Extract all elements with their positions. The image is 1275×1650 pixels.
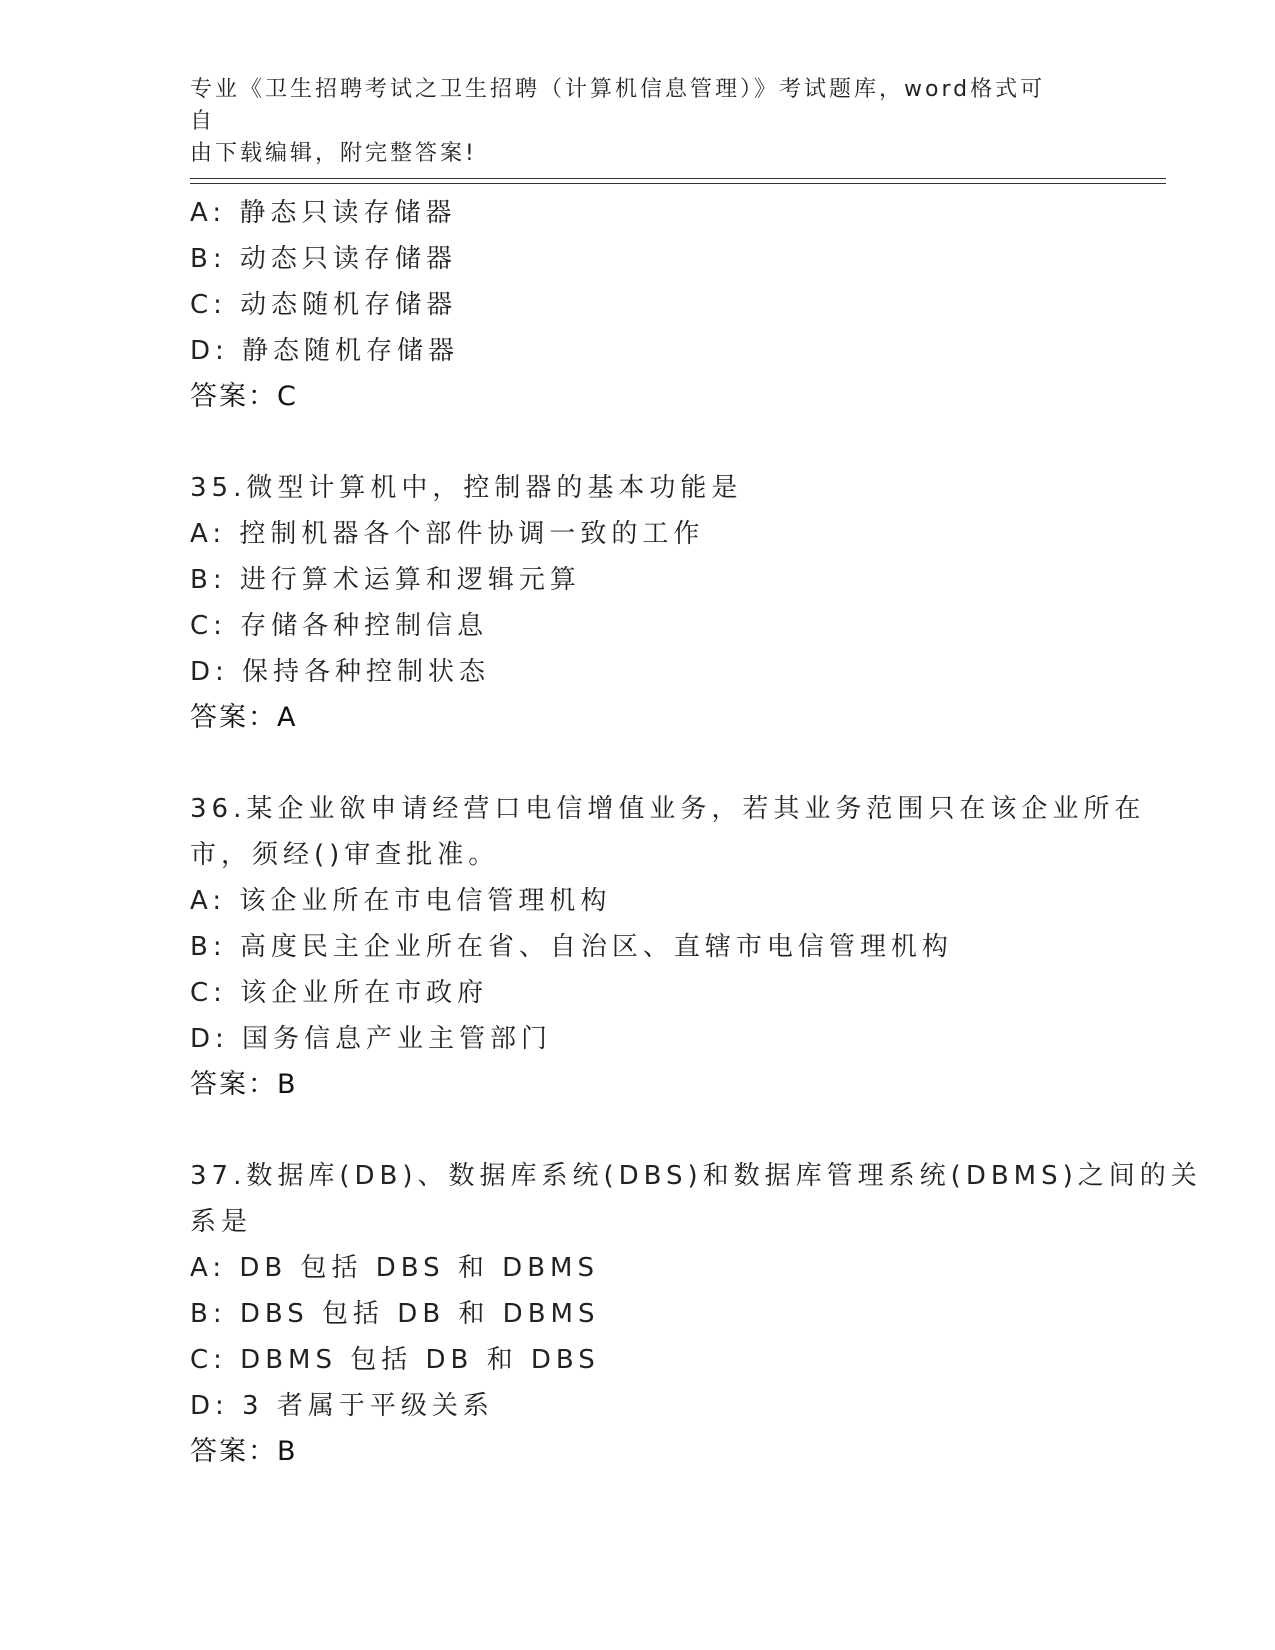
option-d: D: 保持各种控制状态 xyxy=(190,657,491,687)
question-36 xyxy=(190,786,1146,1108)
question-34 xyxy=(190,190,1090,420)
option-b: B: 动态只读存储器 xyxy=(190,244,457,274)
option-a: A: 静态只读存储器 xyxy=(190,198,457,228)
document-header xyxy=(190,74,1070,170)
option-a: A: DB 包括 DBS 和 DBMS xyxy=(190,1253,599,1283)
option-a: A: 控制机器各个部件协调一致的工作 xyxy=(190,519,705,549)
question-stem-cont: 市，须经()审查批准。 xyxy=(190,840,500,870)
answer: 答案：B xyxy=(190,1069,298,1100)
question-35 xyxy=(190,465,1090,741)
question-stem: 37.数据库(DB)、数据库系统(DBS)和数据库管理系统(DBMS)之间的关 xyxy=(190,1161,1202,1191)
option-b: B: DBS 包括 DB 和 DBMS xyxy=(190,1299,600,1329)
option-c: C: 存储各种控制信息 xyxy=(190,611,489,641)
header-line-2: 由下载编辑，附完整答案! xyxy=(190,141,477,166)
question-stem-cont: 系是 xyxy=(190,1207,253,1237)
option-b: B: 高度民主企业所在省、自治区、直辖市电信管理机构 xyxy=(190,932,953,962)
option-c: C: 该企业所在市政府 xyxy=(190,978,489,1008)
question-stem: 36.某企业欲申请经营口电信增值业务，若其业务范围只在该企业所在 xyxy=(190,794,1146,824)
answer: 答案：C xyxy=(190,381,298,412)
question-37 xyxy=(190,1153,1202,1475)
answer: 答案：A xyxy=(190,702,298,733)
spacer xyxy=(190,1108,1090,1153)
question-list xyxy=(190,190,1202,1475)
header-line-1: 专业《卫生招聘考试之卫生招聘（计算机信息管理）》考试题库，word格式可自 xyxy=(190,77,1046,134)
header-divider-top xyxy=(190,178,1166,179)
question-stem: 35.微型计算机中，控制器的基本功能是 xyxy=(190,473,743,503)
option-a: A: 该企业所在市电信管理机构 xyxy=(190,886,612,916)
answer: 答案：B xyxy=(190,1436,298,1467)
header-divider-bottom xyxy=(190,183,1166,184)
option-c: C: 动态随机存储器 xyxy=(190,290,458,320)
option-d: D: 国务信息产业主管部门 xyxy=(190,1024,553,1054)
spacer xyxy=(190,741,1090,786)
option-d: D: 3 者属于平级关系 xyxy=(190,1391,494,1421)
spacer xyxy=(190,420,1090,465)
option-b: B: 进行算术运算和逻辑元算 xyxy=(190,565,581,595)
option-c: C: DBMS 包括 DB 和 DBS xyxy=(190,1345,600,1375)
option-d: D: 静态随机存储器 xyxy=(190,336,460,366)
